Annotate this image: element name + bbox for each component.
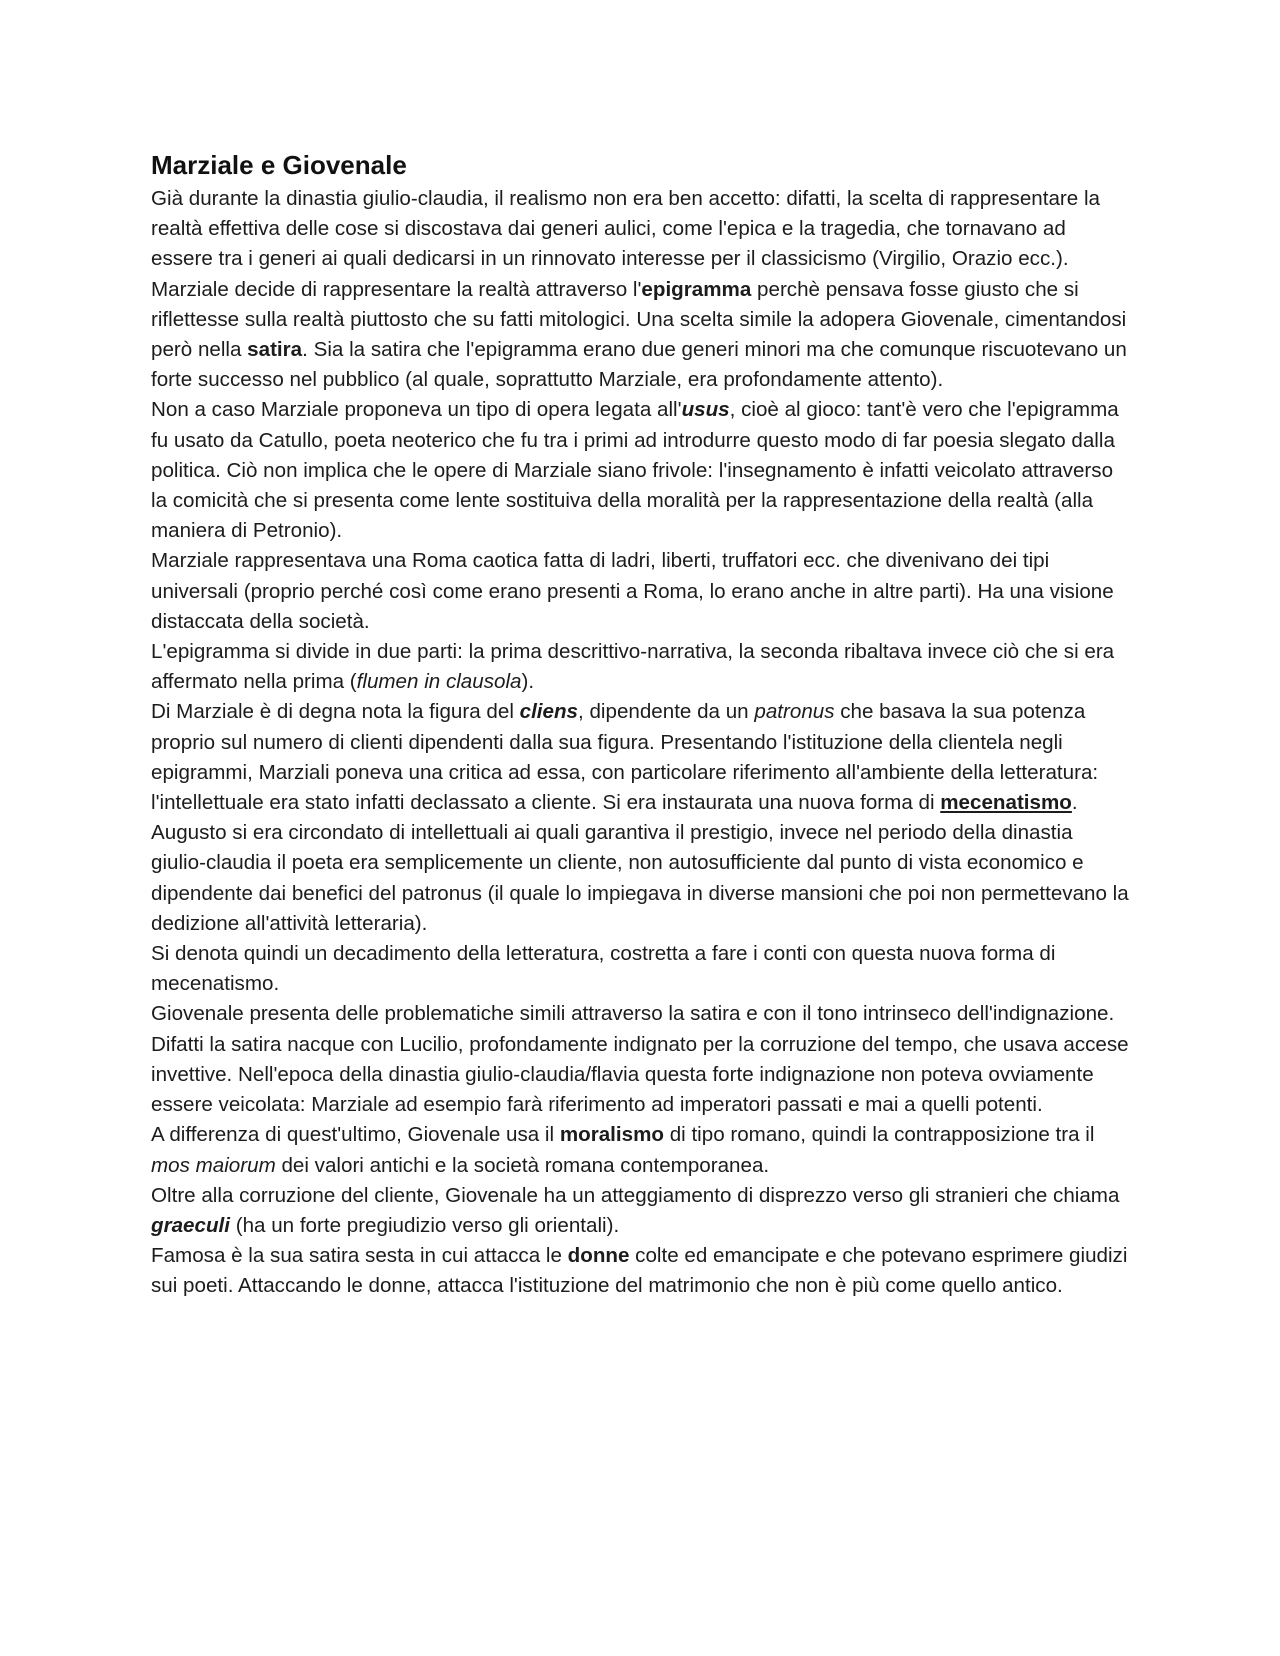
paragraph [151, 275, 1131, 396]
emphasized-term: satira [247, 338, 303, 362]
text-segment: . Sia la satira che l'epigramma erano due generi minori ma che comunque riscuotevano un forte successo nel pubblico (al quale, soprattutto Marziale, era profondamente attento). [151, 338, 1133, 392]
text-segment: (ha un forte pregiudizio verso gli orientali). [229, 1213, 620, 1237]
text-segment: Giovenale presenta delle problematiche simili attraverso la satira e con il tono intrinseco dell'indignazione. [151, 1002, 1115, 1026]
paragraph [151, 1120, 1131, 1180]
emphasized-term: moralismo [559, 1123, 664, 1147]
emphasized-term: patronus [754, 700, 835, 724]
paragraph [151, 818, 1135, 939]
text-segment: Augusto si era circondato di intellettuali ai quali garantiva il prestigio, invece nel periodo della dinastia giulio-claudia il poeta era semplicemente un cliente, non autosufficiente dal punto di vista economico e dipendente dai benefici del patronus (il quale lo impiegava in diverse mansioni che poi non permettevano la dedizione all'attività letteraria). [151, 821, 1135, 935]
emphasized-term: mecenatismo [940, 791, 1072, 815]
text-segment: perchè pensava fosse giusto che si riflettesse sulla realtà piuttosto che su fatti mitologici. Una scelta simile la adopera Giovenale, cimentandosi però nella [151, 277, 1132, 362]
text-segment: Oltre alla corruzione del cliente, Giovenale ha un atteggiamento di disprezzo verso gli stranieri che chiama [151, 1183, 1126, 1207]
text-segment: Marziale rappresentava una Roma caotica fatta di ladri, liberti, truffatori ecc. che divenivano dei tipi universali (proprio perché così come erano presenti a Roma, lo erano anche in altre parti). Ha una visione distaccata della società. [151, 549, 1120, 633]
document-body [151, 184, 1135, 1302]
paragraph [151, 395, 1131, 546]
text-segment: Non a caso Marziale proponeva un tipo di opera legata all' [151, 398, 682, 422]
page-title: Marziale e Giovenale [151, 150, 407, 180]
paragraph [151, 939, 1131, 999]
emphasized-term: flumen in clausola [356, 670, 522, 694]
text-segment: , dipendente da un [578, 700, 755, 724]
paragraph [151, 184, 1131, 275]
paragraph [151, 697, 1131, 818]
text-segment: che basava la sua potenza proprio sul numero di clienti dipendenti dalla sua figura. Presentando l'istituzione della clientela negli epigrammi, Marziali poneva una critica ad essa, con particolare riferimento all'ambiente della letteratura: l'intellettuale era stato infatti declassato a cliente. Si era instaurata una nuova forma di [151, 700, 1104, 815]
emphasized-term: epigramma [641, 277, 752, 301]
emphasized-term: cliens [519, 700, 579, 724]
paragraph [151, 546, 1131, 637]
text-segment: colte ed emancipate e che potevano esprimere giudizi sui poeti. Attaccando le donne, attacca l'istituzione del matrimonio che non è più come quello antico. [151, 1244, 1134, 1298]
text-segment: Marziale decide di rappresentare la realtà attraverso l' [151, 277, 642, 301]
text-segment: ). [521, 670, 535, 694]
text-segment: Si denota quindi un decadimento della letteratura, costretta a fare i conti con questa nuova forma di mecenatismo. [151, 942, 1062, 996]
emphasized-term: usus [681, 398, 730, 422]
text-segment: , cioè al gioco: tant'è vero che l'epigramma fu usato da Catullo, poeta neoterico che fu tra i primi ad introdurre questo modo di far poesia slegato dalla politica. Ciò non implica che le opere di Marziale siano frivole: l'insegnamento è infatti veicolato attraverso la comicità che si presenta come lente sostituiva della moralità per la rappresentazione della realtà (alla maniera di Petronio). [151, 398, 1125, 543]
document-page [151, 148, 1135, 1302]
text-segment: Già durante la dinastia giulio-claudia, il realismo non era ben accetto: difatti, la scelta di rappresentare la realtà effettiva delle cose si discostava dai generi aulici, come l'epica e la tragedia, che tornavano ad essere tra i generi ai quali dedicarsi in un rinnovato interesse per il classicismo (Virgilio, Orazio ecc.). [151, 187, 1106, 271]
text-segment: Famosa è la sua satira sesta in cui attacca le [151, 1244, 568, 1268]
text-segment: A differenza di quest'ultimo, Giovenale usa il [151, 1123, 560, 1147]
emphasized-term: mos maiorum [151, 1153, 276, 1177]
text-segment: Difatti la satira nacque con Lucilio, profondamente indignato per la corruzione del tempo, che usava accese invettive. Nell'epoca della dinastia giulio-claudia/flavia questa forte indignazione non poteva ovviamente essere veicolata: Marziale ad esempio farà riferimento ad imperatori passati e mai a quelli potenti. [151, 1032, 1135, 1117]
paragraph [151, 999, 1131, 1029]
paragraph [151, 1241, 1134, 1301]
text-segment: L'epigramma si divide in due parti: la prima descrittivo-narrativa, la seconda ribaltava invece ciò che si era affermato nella prima ( [151, 640, 1120, 694]
emphasized-term: graeculi [151, 1213, 230, 1237]
text-segment: dei valori antichi e la società romana contemporanea. [275, 1153, 770, 1177]
text-segment: . [1071, 791, 1078, 815]
emphasized-term: donne [567, 1244, 630, 1268]
paragraph [151, 1030, 1135, 1121]
text-segment: Di Marziale è di degna nota la figura del [151, 700, 520, 724]
paragraph [151, 1181, 1131, 1241]
paragraph [151, 637, 1131, 697]
text-segment: di tipo romano, quindi la contrapposizione tra il [663, 1123, 1101, 1147]
